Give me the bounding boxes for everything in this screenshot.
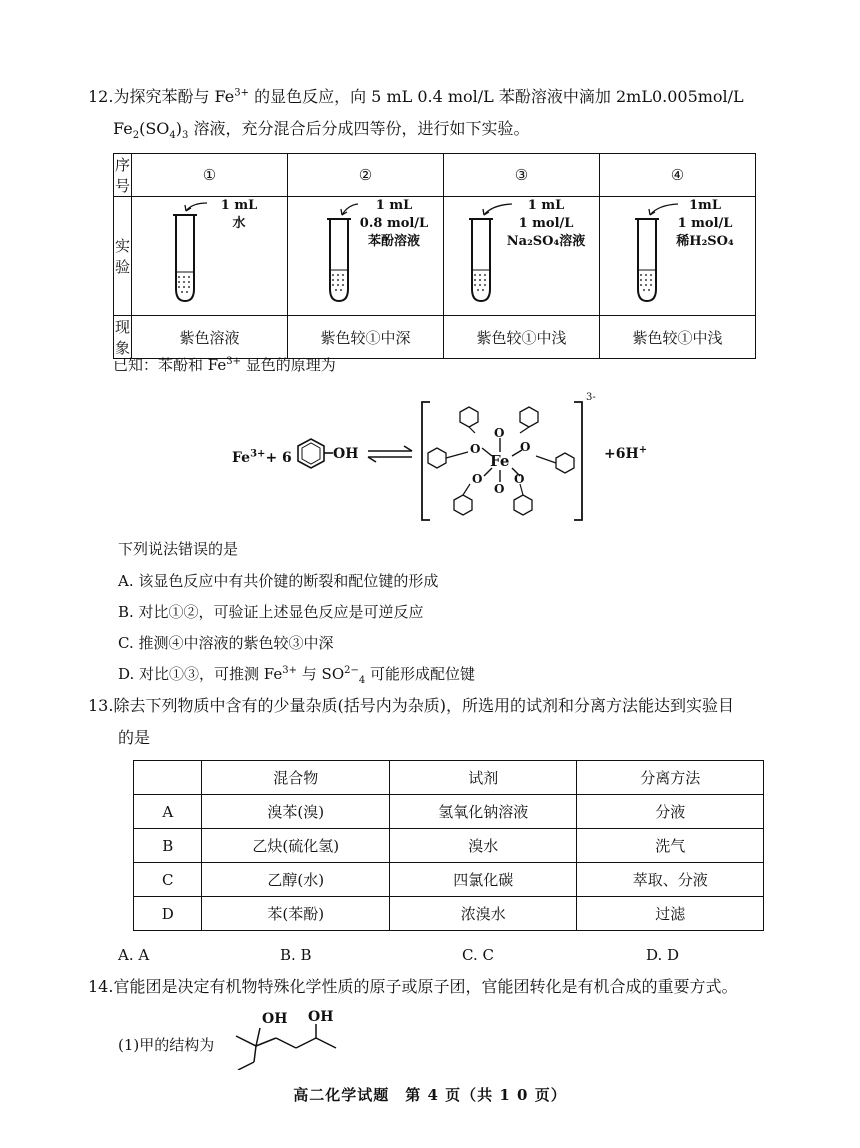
- q12-number: 12.: [88, 87, 114, 106]
- exp-cell-4: [600, 197, 756, 316]
- mixture: 苯(苯酚): [202, 897, 390, 931]
- reagent-name: 稀H₂SO₄: [676, 234, 734, 249]
- option-d-text: D. 对比①③，可推测 Fe: [118, 665, 283, 683]
- reagent-conc: 1 mol/L: [518, 216, 574, 231]
- method: 分液: [577, 795, 764, 829]
- method: 洗气: [577, 829, 764, 863]
- row-id: B: [134, 829, 202, 863]
- sub: 4: [358, 675, 366, 686]
- reagent-volume: 1 mL: [375, 198, 413, 213]
- reagent-volume: 1 mL: [527, 198, 565, 213]
- q12-stem: 下列说法错误的是: [118, 540, 239, 558]
- q12-line1: [88, 86, 744, 108]
- oxygen-lower-right: O: [514, 472, 525, 486]
- phenomenon-2: 紫色较①中深: [288, 316, 444, 359]
- sup: 3+: [282, 665, 298, 676]
- exp-id-2: ②: [288, 154, 444, 197]
- q12-text-b: 的显色反应，向 5 mL 0.4 mol/L 苯酚溶液中滴加 2mL0.005mol/L: [249, 87, 744, 106]
- known-line: [113, 354, 336, 376]
- fe-text: Fe: [113, 119, 133, 138]
- exp-cell-3: [444, 197, 600, 316]
- page-footer: 高二化学试题 第 4 页（共 1 0 页）: [293, 1086, 567, 1104]
- fe-center: Fe: [490, 452, 510, 470]
- q12-option-a: A. 该显色反应中有共价键的断裂和配位键的形成: [118, 572, 439, 590]
- reagent-conc: 1 mol/L: [677, 216, 733, 231]
- mixture: 溴苯(溴): [202, 795, 390, 829]
- reaction-equation: [0, 390, 860, 530]
- six-h: +6H: [604, 446, 639, 462]
- oxygen-upper-left: O: [470, 442, 481, 456]
- purification-table: [133, 760, 764, 931]
- option-d-so: 与 SO: [297, 665, 345, 683]
- q12-option-d: [118, 663, 475, 685]
- header-mixture: 混合物: [202, 761, 390, 795]
- reagent: 氢氧化钠溶液: [390, 795, 577, 829]
- sup: 3+: [226, 356, 241, 367]
- mixture: 乙炔(硫化氢): [202, 829, 390, 863]
- compound-jia-structure: [230, 1010, 360, 1070]
- paren: ): [175, 119, 183, 138]
- reagent-name: 苯酚溶液: [367, 234, 420, 249]
- row-id: C: [134, 863, 202, 897]
- q13-line1: [88, 695, 734, 717]
- oxygen-lower-left: O: [472, 472, 483, 486]
- known-text-b: 显色的原理为: [240, 356, 336, 374]
- phenomenon-4: 紫色较①中浅: [600, 316, 756, 359]
- exp-cell-1: [132, 197, 288, 316]
- q12-option-b: B. 对比①②，可验证上述显色反应是可逆反应: [118, 603, 424, 621]
- q12-sup: 3+: [234, 87, 249, 99]
- reagent-volume: 1 mL: [220, 198, 258, 213]
- complex-charge: 3-: [586, 392, 596, 403]
- exp-id-4: ④: [600, 154, 756, 197]
- q12-option-c: C. 推测④中溶液的紫色较③中深: [118, 634, 334, 652]
- row-label-id: 序号: [114, 154, 132, 197]
- q13-answer-b: B. B: [280, 946, 312, 964]
- q13-text: 除去下列物质中含有的少量杂质(括号内为杂质)，所选用的试剂和分离方法能达到实验目: [113, 696, 734, 715]
- table-row: [134, 863, 764, 897]
- h-charge: +: [638, 444, 648, 456]
- reagent: 溴水: [390, 829, 577, 863]
- mixture: 乙醇(水): [202, 863, 390, 897]
- exp-cell-2: [288, 197, 444, 316]
- q14-number: 14.: [88, 977, 114, 996]
- q12-text-d: 溶液，充分混合后分成四等份，进行如下实验。: [188, 119, 530, 138]
- experiment-table: [113, 153, 756, 359]
- plus-six: + 6: [265, 450, 292, 466]
- q13-line2: 的是: [118, 728, 151, 747]
- known-text: 已知：苯酚和 Fe: [113, 356, 227, 374]
- reagent-conc: 0.8 mol/L: [359, 216, 429, 231]
- table-row: [134, 897, 764, 931]
- q13-answer-d: D. D: [646, 946, 680, 964]
- phenomenon-1: 紫色溶液: [132, 316, 288, 359]
- header-blank: [134, 761, 202, 795]
- oxygen-bottom: O: [494, 482, 505, 496]
- exp-id-1: ①: [132, 154, 288, 197]
- table-row: [134, 795, 764, 829]
- q13-answer-c: C. C: [462, 946, 494, 964]
- sup: 2−: [344, 665, 359, 676]
- phenomenon-3: 紫色较①中浅: [444, 316, 600, 359]
- method: 过滤: [577, 897, 764, 931]
- fe-charge: 3+: [250, 448, 266, 460]
- row-id: A: [134, 795, 202, 829]
- q14-line1: [88, 976, 737, 998]
- sub: 4: [169, 130, 176, 142]
- oxygen-upper-right: O: [520, 440, 531, 454]
- header-reagent: 试剂: [390, 761, 577, 795]
- row-id: D: [134, 897, 202, 931]
- reagent: 四氯化碳: [390, 863, 577, 897]
- option-d-tail: 可能形成配位键: [365, 665, 476, 683]
- q13-number: 13.: [88, 696, 114, 715]
- reagent-volume: 1mL: [689, 198, 721, 213]
- q12-text: 为探究苯酚与 Fe: [113, 87, 235, 106]
- fe-symbol: Fe: [232, 450, 251, 466]
- q12-line2: [113, 118, 530, 140]
- q13-answer-a: A. A: [118, 946, 150, 964]
- oxygen-top: O: [494, 426, 505, 440]
- hydroxyl-1: OH: [262, 1011, 288, 1027]
- q14-part1: (1)甲的结构为: [118, 1036, 215, 1054]
- header-method: 分离方法: [577, 761, 764, 795]
- reagent: 浓溴水: [390, 897, 577, 931]
- phenol-oh: OH: [333, 446, 359, 462]
- reagent-conc: 水: [232, 216, 246, 231]
- so-text: (SO: [139, 119, 170, 138]
- reagent-name: Na₂SO₄溶液: [506, 234, 586, 249]
- hydroxyl-2: OH: [308, 1009, 334, 1025]
- row-label-phenomenon: 现象: [114, 316, 132, 359]
- q14-text: 官能团是决定有机物特殊化学性质的原子或原子团，官能团转化是有机合成的重要方式。: [113, 977, 738, 996]
- phenol-complex-structure: [0, 390, 860, 530]
- sub: 3: [182, 130, 189, 142]
- table-row: [134, 829, 764, 863]
- sub: 2: [132, 130, 140, 142]
- exp-id-3: ③: [444, 154, 600, 197]
- row-label-exp: 实验: [114, 197, 132, 316]
- method: 萃取、分液: [577, 863, 764, 897]
- products-h: [604, 446, 647, 462]
